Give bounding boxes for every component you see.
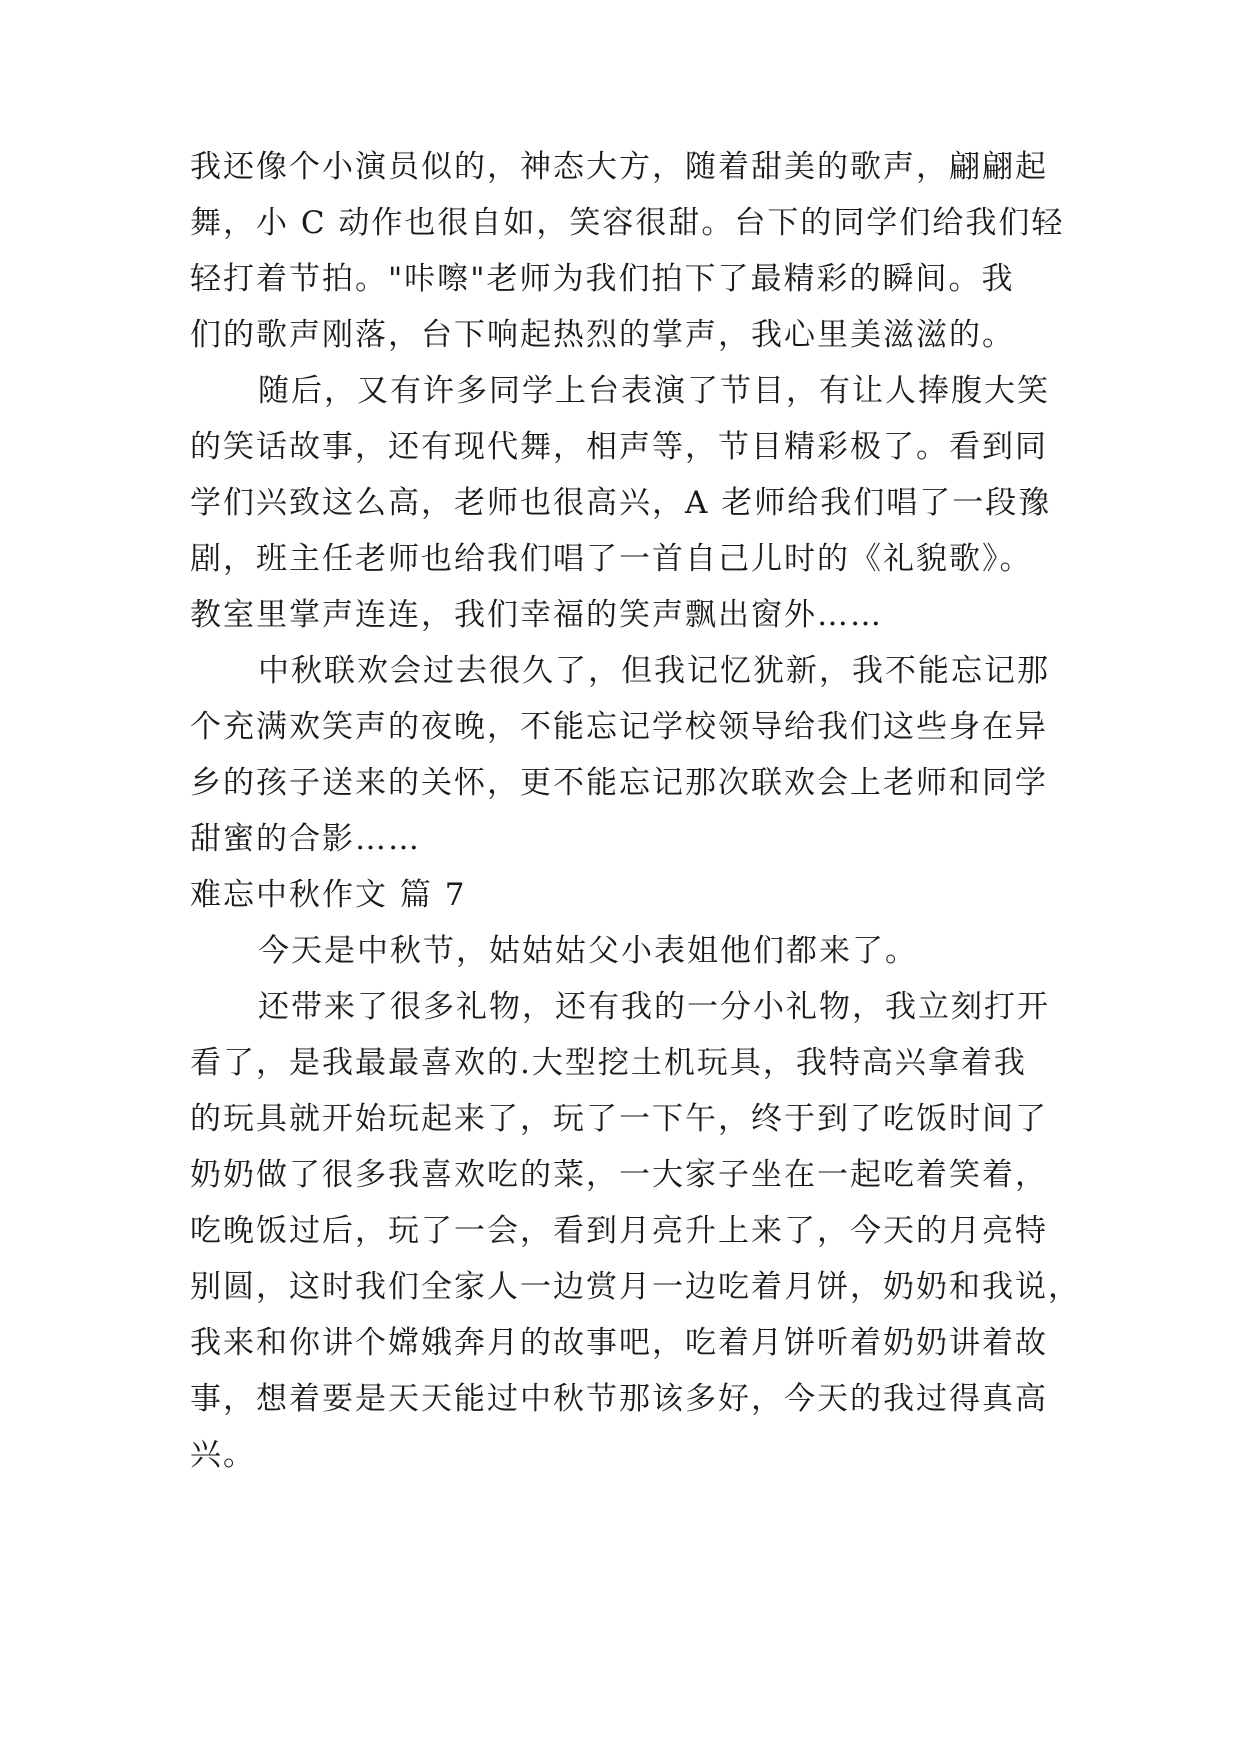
paragraph-line: 甜蜜的合影…… [190, 821, 421, 857]
paragraph-line: 别圆，这时我们全家人一边赏月一边吃着月饼，奶奶和我说， [190, 1269, 1081, 1305]
paragraph-line: 的玩具就开始玩起来了，玩了一下午，终于到了吃饭时间了 [190, 1101, 1048, 1137]
paragraph-line: 事，想着要是天天能过中秋节那该多好，今天的我过得真高 [190, 1381, 1048, 1417]
paragraph-line: 轻打着节拍。"咔嚓"老师为我们拍下了最精彩的瞬间。我 [190, 261, 1015, 297]
paragraph-line: 教室里掌声连连，我们幸福的笑声飘出窗外…… [190, 597, 883, 633]
paragraph-line: 今天是中秋节，姑姑姑父小表姐他们都来了。 [258, 933, 918, 969]
paragraph-line: 吃晚饭过后，玩了一会，看到月亮升上来了，今天的月亮特 [190, 1213, 1048, 1249]
paragraph-line: 舞，小 C 动作也很自如，笑容很甜。台下的同学们给我们轻 [190, 205, 1065, 241]
paragraph-line: 兴。 [190, 1437, 256, 1473]
paragraph-line: 我来和你讲个嫦娥奔月的故事吧，吃着月饼听着奶奶讲着故 [190, 1325, 1048, 1361]
section-heading: 难忘中秋作文 篇 7 [190, 877, 467, 913]
paragraph-line: 们的歌声刚落，台下响起热烈的掌声，我心里美滋滋的。 [190, 317, 1015, 353]
paragraph-line: 个充满欢笑声的夜晚，不能忘记学校领导给我们这些身在异 [190, 709, 1048, 745]
paragraph-line: 剧，班主任老师也给我们唱了一首自己儿时的《礼貌歌》。 [190, 541, 1033, 577]
paragraph-line: 中秋联欢会过去很久了，但我记忆犹新，我不能忘记那 [258, 653, 1050, 689]
paragraph-line: 还带来了很多礼物，还有我的一分小礼物，我立刻打开 [258, 989, 1050, 1025]
paragraph-line: 奶奶做了很多我喜欢吃的菜，一大家子坐在一起吃着笑着， [190, 1157, 1048, 1193]
paragraph-line: 我还像个小演员似的，神态大方，随着甜美的歌声，翩翩起 [190, 149, 1048, 185]
paragraph-line: 学们兴致这么高，老师也很高兴，A 老师给我们唱了一段豫 [190, 485, 1052, 521]
paragraph-line: 随后，又有许多同学上台表演了节目，有让人捧腹大笑 [258, 373, 1050, 409]
paragraph-line: 看了，是我最最喜欢的.大型挖土机玩具，我特高兴拿着我 [190, 1045, 1027, 1081]
paragraph-line: 乡的孩子送来的关怀，更不能忘记那次联欢会上老师和同学 [190, 765, 1048, 801]
paragraph-line: 的笑话故事，还有现代舞，相声等，节目精彩极了。看到同 [190, 429, 1048, 465]
